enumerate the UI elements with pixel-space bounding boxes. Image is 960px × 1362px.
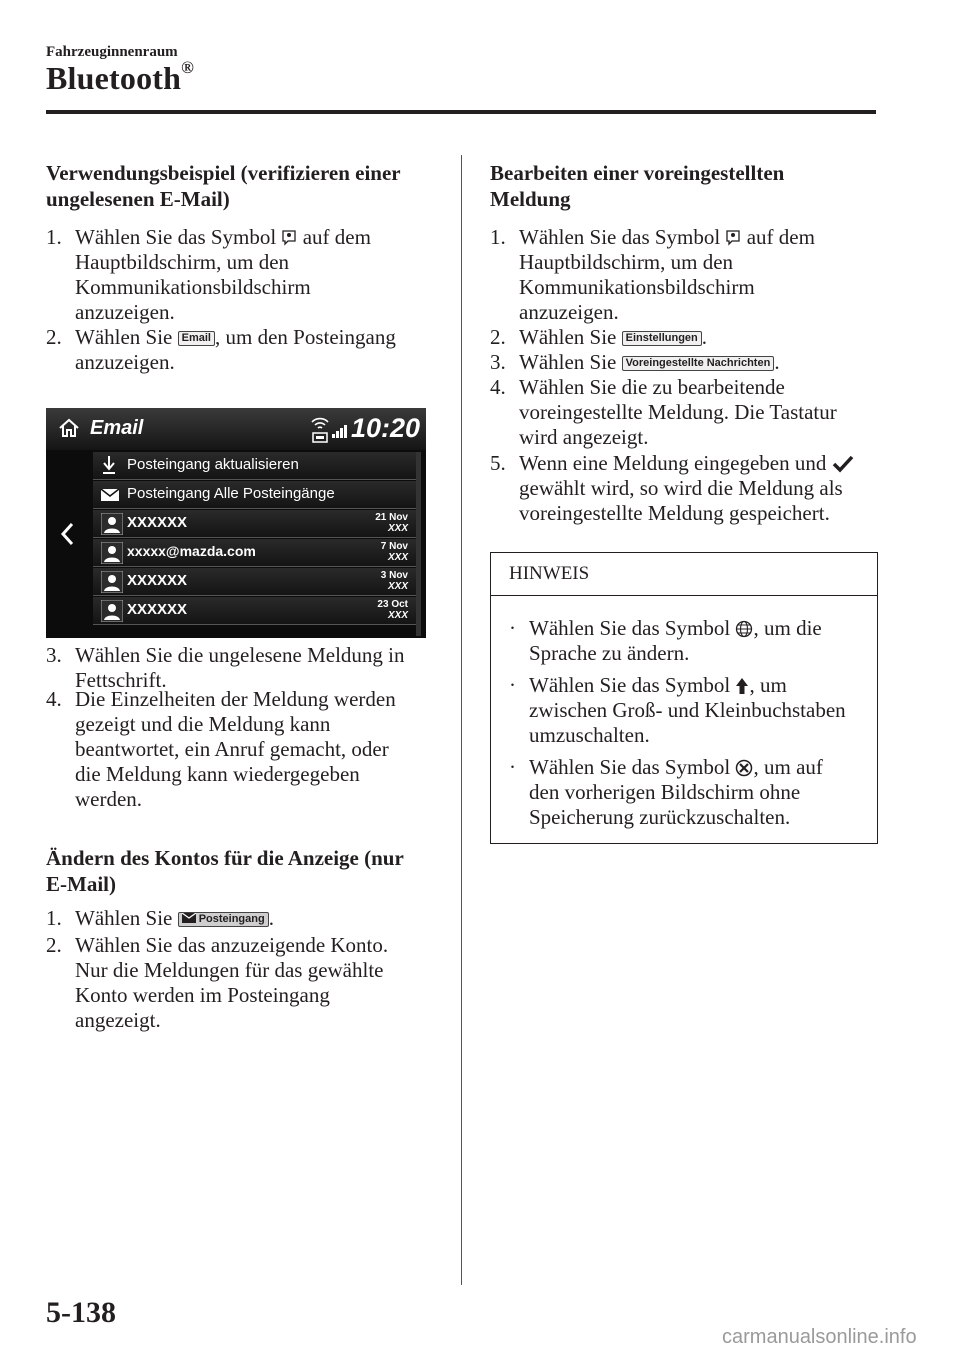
step-5-preset: 5. Wenn eine Meldung eingegeben und gewählt wird, so wird die Meldung als voreingestellte Meldung gespeichert.: [490, 451, 876, 526]
preset-messages-button-chip: Voreingestellte Nachrichten: [622, 356, 775, 371]
header-rule: [46, 110, 876, 114]
heading-change-account: Ändern des Kontos für die Anzeige (nur E-Mail): [46, 846, 404, 896]
column-divider: [461, 155, 462, 1285]
screen-topbar: [46, 408, 426, 450]
list-item-email[interactable]: XXXXXX 23 Oct XXX: [93, 597, 416, 625]
email-button-chip: Email: [178, 331, 215, 346]
globe-icon: [735, 620, 753, 638]
step-1-account: 1. Wählen Sie Posteingang .: [46, 906, 274, 930]
inbox-list: [93, 452, 416, 638]
section-kicker: Fahrzeuginnenraum: [46, 44, 178, 60]
settings-button-chip: Einstellungen: [622, 331, 702, 346]
list-item-inbox-select[interactable]: Posteingang Alle Posteingänge: [93, 481, 416, 509]
screen-clock: 10:20: [350, 413, 420, 443]
heading-edit-preset: Bearbeiten einer voreingestellten Meldung: [490, 161, 785, 211]
email-date: 21 Nov XXX: [375, 512, 408, 534]
wifi-icon: [309, 414, 331, 444]
step-1: 1. Wählen Sie das Symbol auf dem Hauptbildschirm, um den Kommunikationsbildschirm anzuzeigen.: [46, 225, 371, 324]
envelope-icon: [182, 913, 196, 923]
communication-icon: [725, 229, 741, 247]
list-item-refresh[interactable]: Posteingang aktualisieren: [93, 452, 416, 480]
step-4: 4. Die Einzelheiten der Meldung werden gezeigt und die Meldung kann beantwortet, ein Anruf gemacht, oder die Meldung kann wiedergegeben werden.: [46, 687, 396, 811]
email-date: 3 Nov XXX: [380, 570, 408, 592]
communication-icon: [281, 229, 297, 247]
checkmark-icon: [832, 455, 854, 473]
inbox-button-chip: Posteingang: [178, 912, 269, 927]
scrollbar[interactable]: [416, 452, 421, 636]
step-3-preset: 3. Wählen Sie Voreingestellte Nachrichten .: [490, 350, 780, 374]
heading-verify-email: Verwendungsbeispiel (verifizieren einer ungelesenen E-Mail): [46, 161, 401, 211]
screen-title: Email: [90, 417, 144, 439]
contact-icon: [101, 571, 123, 593]
shift-arrow-icon: [735, 677, 749, 695]
step-1-preset: 1. Wählen Sie das Symbol auf dem Hauptbildschirm, um den Kommunikationsbildschirm anzuzeigen.: [490, 225, 815, 324]
signal-icon: [332, 424, 348, 438]
back-area[interactable]: [46, 450, 93, 638]
contact-icon: [101, 600, 123, 622]
list-item-email[interactable]: XXXXXX 3 Nov XXX: [93, 568, 416, 596]
step-3: 3. Wählen Sie die ungelesene Meldung in Fettschrift.: [46, 643, 405, 692]
step-4-preset: 4. Wählen Sie die zu bearbeitende voreingestellte Meldung. Die Tastatur wird angezeigt.: [490, 375, 837, 449]
page-number: 5-138: [46, 1296, 116, 1329]
back-chevron-icon[interactable]: [60, 522, 74, 546]
email-screen-figure: [46, 408, 426, 638]
note-box: HINWEIS · Wählen Sie das Symbol , um die Sprache zu ändern. · Wählen Sie das Symbol , um zwischen Groß- und Kleinbuchstaben umzuschalten. · Wählen Sie das Symbol , um auf den vorherigen Bildschirm ohne Speicherung zurückzuschalten.: [490, 552, 878, 844]
contact-icon: [101, 542, 123, 564]
email-date: 7 Nov XXX: [380, 541, 408, 563]
envelope-icon: [101, 489, 119, 501]
contact-icon: [101, 513, 123, 535]
list-item-email[interactable]: XXXXXX 21 Nov XXX: [93, 510, 416, 538]
step-2-preset: 2. Wählen Sie Einstellungen .: [490, 325, 708, 349]
email-date: 23 Oct XXX: [377, 599, 408, 621]
note-header: HINWEIS: [491, 553, 877, 596]
step-2: 2. Wählen Sie Email , um den Posteingang anzuzeigen.: [46, 325, 396, 374]
step-2-account: 2. Wählen Sie das anzuzeigende Konto. Nur die Meldungen für das gewählte Konto werden im Posteingang angezeigt.: [46, 933, 389, 1032]
download-arrow-icon: [101, 455, 117, 475]
page-title: Bluetooth®: [46, 58, 195, 96]
list-item-email[interactable]: xxxxx@mazda.com 7 Nov XXX: [93, 539, 416, 567]
watermark: carmanualsonline.info: [722, 1326, 917, 1348]
home-icon: [58, 418, 80, 438]
close-icon: [735, 759, 753, 777]
registered-mark: ®: [181, 58, 195, 78]
